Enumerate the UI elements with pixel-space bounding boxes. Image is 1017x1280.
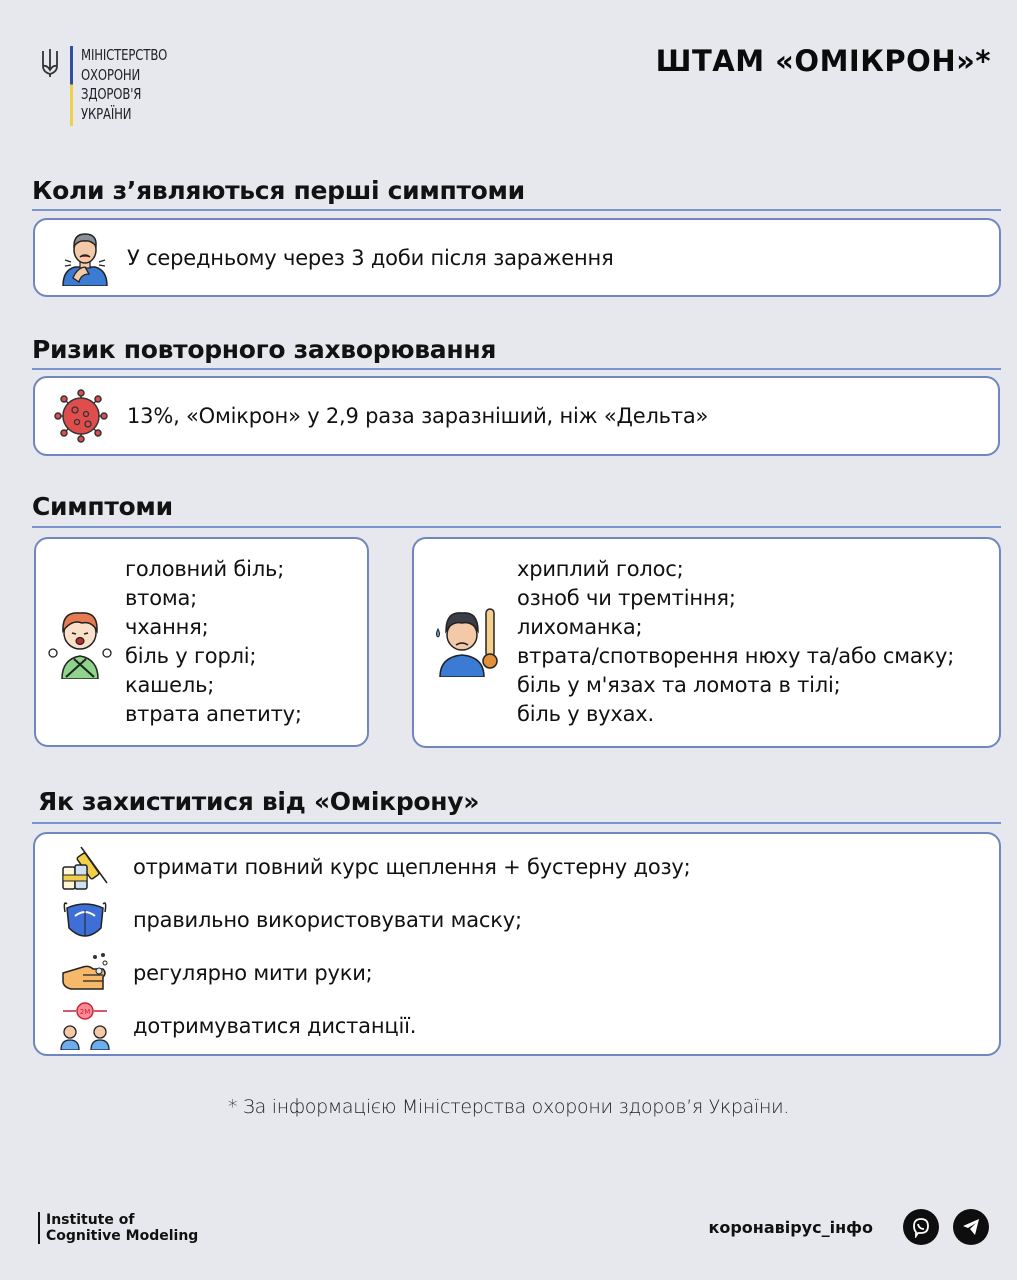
social-links [708, 1209, 989, 1245]
logo-line: МІНІСТЕРСТВО [81, 46, 168, 64]
coughing-person-icon [48, 601, 112, 679]
institute-line: Cognitive Modeling [46, 1228, 199, 1244]
section-title-reinfection: Ризик повторного захворювання [32, 335, 497, 364]
symptom-item: чхання; [125, 615, 209, 639]
symptom-item: лихоманка; [517, 615, 643, 639]
symptom-item: біль у горлі; [125, 644, 257, 668]
face-mask-icon [59, 896, 111, 944]
virus-icon [53, 388, 109, 444]
reinfection-card [33, 376, 1000, 456]
section-divider [32, 209, 1001, 211]
page-title: ШТАМ «ОМІКРОН»* [655, 44, 991, 78]
telegram-icon [961, 1217, 981, 1237]
section-divider [32, 368, 1001, 370]
section-divider [32, 822, 1001, 824]
prevention-item-vaccine [59, 840, 999, 893]
symptoms-card-left [34, 537, 369, 747]
prevention-text: регулярно мити руки; [133, 960, 373, 985]
symptom-item: втома; [125, 586, 198, 610]
section-divider [32, 526, 1001, 528]
vaccine-syringe-icon [59, 843, 111, 891]
onset-text: У середньому через 3 доби після зараження [127, 245, 614, 270]
symptoms-list-left [125, 555, 302, 729]
symptom-item: біль у м'язах та ломота в тілі; [517, 673, 841, 697]
ministry-name [81, 46, 167, 124]
logo-line: ОХОРОНИ [81, 65, 141, 84]
logo-divider [70, 46, 73, 126]
logo-line: ЗДОРОВ'Я [81, 85, 142, 103]
symptom-item: втрата апетиту; [125, 702, 302, 726]
social-distance-icon [59, 1002, 111, 1050]
institute-logo [38, 1212, 198, 1244]
symptoms-card-right [412, 537, 1001, 748]
symptoms-list-right [517, 555, 954, 729]
sick-person-throat-icon [57, 230, 113, 286]
symptom-item: кашель; [125, 673, 215, 697]
trident-icon [40, 48, 60, 78]
prevention-item-mask [59, 893, 999, 946]
hand-washing-icon [59, 949, 111, 997]
symptom-item: озноб чи тремтіння; [517, 586, 736, 610]
telegram-button[interactable] [953, 1209, 989, 1245]
symptom-item: головний біль; [125, 557, 285, 581]
fever-thermometer-icon [434, 605, 500, 677]
institute-bar [38, 1212, 40, 1244]
institute-name [46, 1212, 198, 1244]
institute-line: Institute of [46, 1212, 135, 1228]
symptom-item: втрата/спотворення нюху та/або смаку; [517, 644, 955, 668]
viber-icon [910, 1216, 932, 1238]
prevention-item-handwash [59, 946, 999, 999]
ministry-logo [40, 46, 192, 126]
section-title-onset: Коли з’являються перші симптоми [32, 176, 525, 205]
prevention-text: отримати повний курс щеплення + бустерну дозу; [133, 854, 691, 879]
prevention-card [33, 832, 1001, 1056]
prevention-text: правильно використовувати маску; [133, 907, 522, 932]
logo-line: УКРАЇНИ [81, 104, 132, 123]
social-handle: коронавірус_інфо [708, 1217, 873, 1237]
svg-text:2M: 2M [79, 1007, 91, 1016]
onset-card [33, 218, 1001, 297]
section-title-symptoms: Симптоми [32, 492, 173, 521]
symptom-item: хриплий голос; [517, 557, 684, 581]
prevention-item-distance [59, 999, 999, 1052]
reinfection-text: 13%, «Омікрон» у 2,9 раза заразніший, ніж «Дельта» [127, 404, 709, 428]
symptom-item: біль у вухах. [517, 702, 654, 726]
viber-button[interactable] [903, 1209, 939, 1245]
source-footnote: * За інформацією Міністерства охорони здоров’я України. [227, 1096, 790, 1118]
section-title-prevention: Як захиститися від «Омікрону» [38, 787, 480, 816]
prevention-text: дотримуватися дистанції. [133, 1013, 417, 1038]
